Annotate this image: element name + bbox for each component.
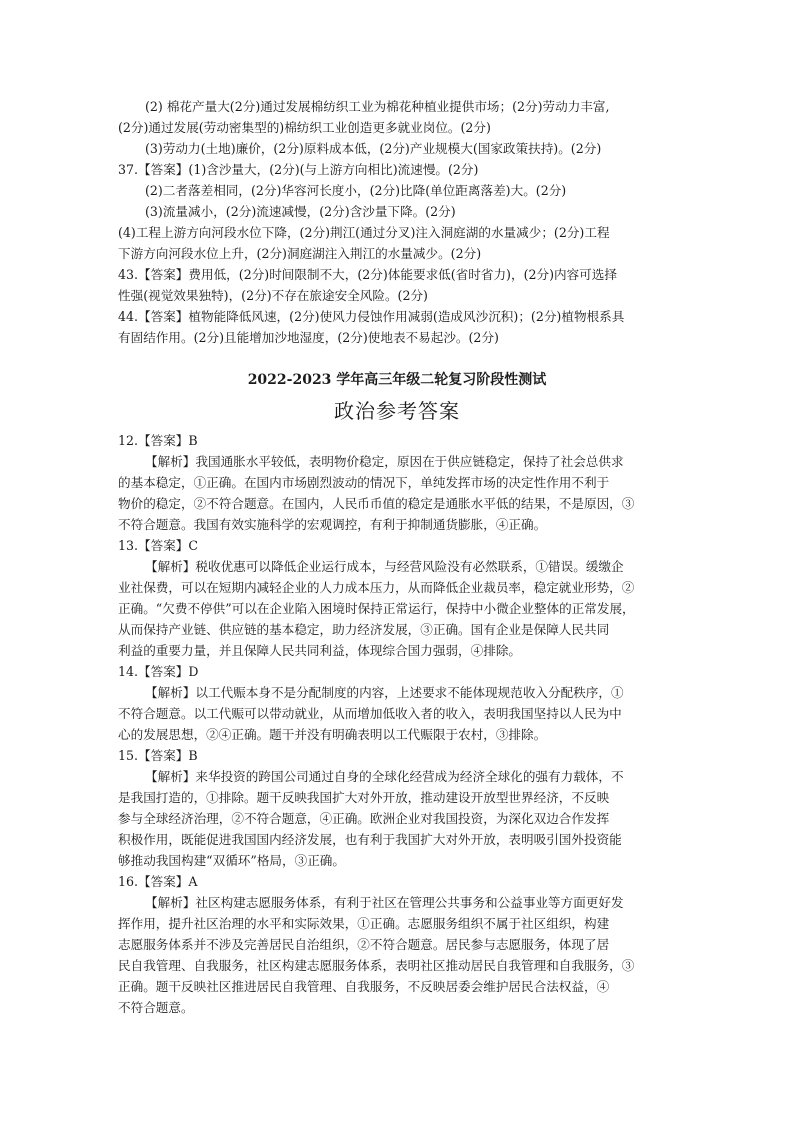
geo-answer-line: 性强(视觉效果独特)，(2分)不存在旅途安全风险。(2分) bbox=[118, 288, 428, 303]
geo-answer-line: (4)工程上游方向河段水位下降，(2分)荆江(通过分叉)注入洞庭湖的水量减少；(2分)工程 bbox=[118, 225, 610, 240]
geo-answer-line: (3)劳动力(土地)廉价，(2分)原料成本低，(2分)产业规模大(国家政策扶持)。(2分) bbox=[145, 141, 602, 156]
geo-answer-line: (2)二者落差相同，(2分)华容河长度小，(2分)比降(单位距离落差)大。(2分) bbox=[145, 183, 567, 198]
section-year-title: 2022-2023 学年高三年级二轮复习阶段性测试 bbox=[247, 372, 547, 388]
geo-answer-line: 44.【答案】植物能降低风速，(2分)使风力侵蚀作用减弱(造成风沙沉积)；(2分)植物根系具 bbox=[118, 309, 625, 324]
politics-answer-line: 【解析】来华投资的跨国公司通过自身的全球化经营成为经济全球化的强有力载体，不 bbox=[145, 769, 624, 784]
politics-answer-line: 心的发展思想，②④正确。题干并没有明确表明以工代赈限于农村，③排除。 bbox=[118, 727, 547, 742]
politics-answer-line: 15.【答案】B bbox=[118, 748, 198, 763]
geo-answer-line: 37.【答案】(1)含沙量大，(2分)(与上游方向相比)流速慢。(2分) bbox=[118, 162, 479, 177]
politics-answer-line: 12.【答案】B bbox=[118, 433, 198, 448]
politics-answer-line: 志愿服务体系并不涉及完善居民自治组织，②不符合题意。居民参与志愿服务，体现了居 bbox=[118, 937, 610, 952]
politics-answer-line: 从而保持产业链、供应链的基本稳定，助力经济发展，③正确。国有企业是保障人民共同 bbox=[118, 622, 610, 637]
geo-answer-line: 下游方向河段水位上升，(2分)洞庭湖注入荆江的水量减少。(2分) bbox=[118, 246, 482, 261]
politics-answer-line: 够推动我国构建“双循环”格局，③正确。 bbox=[118, 853, 345, 868]
politics-answer-line: 【解析】以工代赈本身不是分配制度的内容，上述要求不能体现规范收入分配秩序，① bbox=[145, 685, 624, 700]
geo-answer-line: 有固结作用。(2分)且能增加沙地湿度，(2分)使地表不易起沙。(2分) bbox=[118, 330, 499, 345]
politics-answer-line: 14.【答案】D bbox=[118, 664, 199, 679]
geo-answer-line: (2) 棉花产量大(2分)通过发展棉纺织工业为棉花种植业提供市场；(2分)劳动力丰富, bbox=[145, 99, 610, 114]
geo-answer-line: (3)流量减小，(2分)流速减慢，(2分)含沙量下降。(2分) bbox=[145, 204, 456, 219]
politics-answer-line: 正确。题干反映社区推进居民自我管理、自我服务，不反映居委会维护居民合法权益，④ bbox=[118, 979, 610, 994]
geo-answer-line: (2分)通过发展(劳动密集型的)棉纺织工业创造更多就业岗位。(2分) bbox=[118, 120, 491, 135]
politics-answer-line: 【解析】税收优惠可以降低企业运行成本，与经营风险没有必然联系，①错误。缓缴企 bbox=[145, 559, 624, 574]
politics-answer-line: 16.【答案】A bbox=[118, 874, 198, 889]
politics-answer-line: 13.【答案】C bbox=[118, 538, 199, 553]
politics-answer-line: 【解析】我国通胀水平较低，表明物价稳定，原因在于供应链稳定，保持了社会总供求 bbox=[145, 454, 624, 469]
politics-answer-line: 正确。“欠费不停供”可以在企业陷入困境时保持正常运行，保持中小微企业整体的正常发展， bbox=[118, 601, 635, 616]
politics-answer-line: 的基本稳定，①正确。在国内市场剧烈波动的情况下，单纯发挥市场的决定性作用不利于 bbox=[118, 475, 610, 490]
politics-answer-line: 利益的重要力量，并且保障人民共同利益，体现综合国力强弱，④排除。 bbox=[118, 643, 521, 658]
politics-answer-line: 不符合题意。我国有效实施科学的宏观调控，有利于抑制通货膨胀，④正确。 bbox=[118, 517, 547, 532]
politics-answer-line: 业社保费，可以在短期内减轻企业的人力成本压力，从而降低企业裁员率，稳定就业形势，② bbox=[118, 580, 635, 595]
politics-answer-line: 不符合题意。 bbox=[118, 1000, 194, 1015]
politics-answer-line: 挥作用，提升社区治理的水平和实际效果，①正确。志愿服务组织不属于社区组织，构建 bbox=[118, 916, 610, 931]
section-main-title: 政治参考答案 bbox=[334, 399, 460, 423]
politics-answer-line: 民自我管理、自我服务，社区构建志愿服务体系，表明社区推动居民自我管理和自我服务，③ bbox=[118, 958, 635, 973]
politics-answer-line: 物价的稳定，②不符合题意。在国内，人民币币值的稳定是通胀水平低的结果，不是原因，③ bbox=[118, 496, 635, 511]
politics-answer-line: 不符合题意。以工代赈可以带动就业，从而增加低收入者的收入，表明我国坚持以人民为中 bbox=[118, 706, 622, 721]
politics-answer-line: 【解析】社区构建志愿服务体系，有利于社区在管理公共事务和公益事业等方面更好发 bbox=[145, 895, 624, 910]
geo-answer-line: 43.【答案】费用低，(2分)时间限制不大，(2分)体能要求低(省时省力)，(2分)内容可选择 bbox=[118, 267, 617, 282]
politics-answer-line: 是我国打造的，①排除。题干反映我国扩大对外开放，推动建设开放型世界经济，不反映 bbox=[118, 790, 610, 805]
politics-answer-line: 积极作用，既能促进我国国内经济发展，也有利于我国扩大对外开放，表明吸引国外投资能 bbox=[118, 832, 622, 847]
politics-answer-line: 参与全球经济治理，②不符合题意，④正确。欧洲企业对我国投资，为深化双边合作发挥 bbox=[118, 811, 610, 826]
